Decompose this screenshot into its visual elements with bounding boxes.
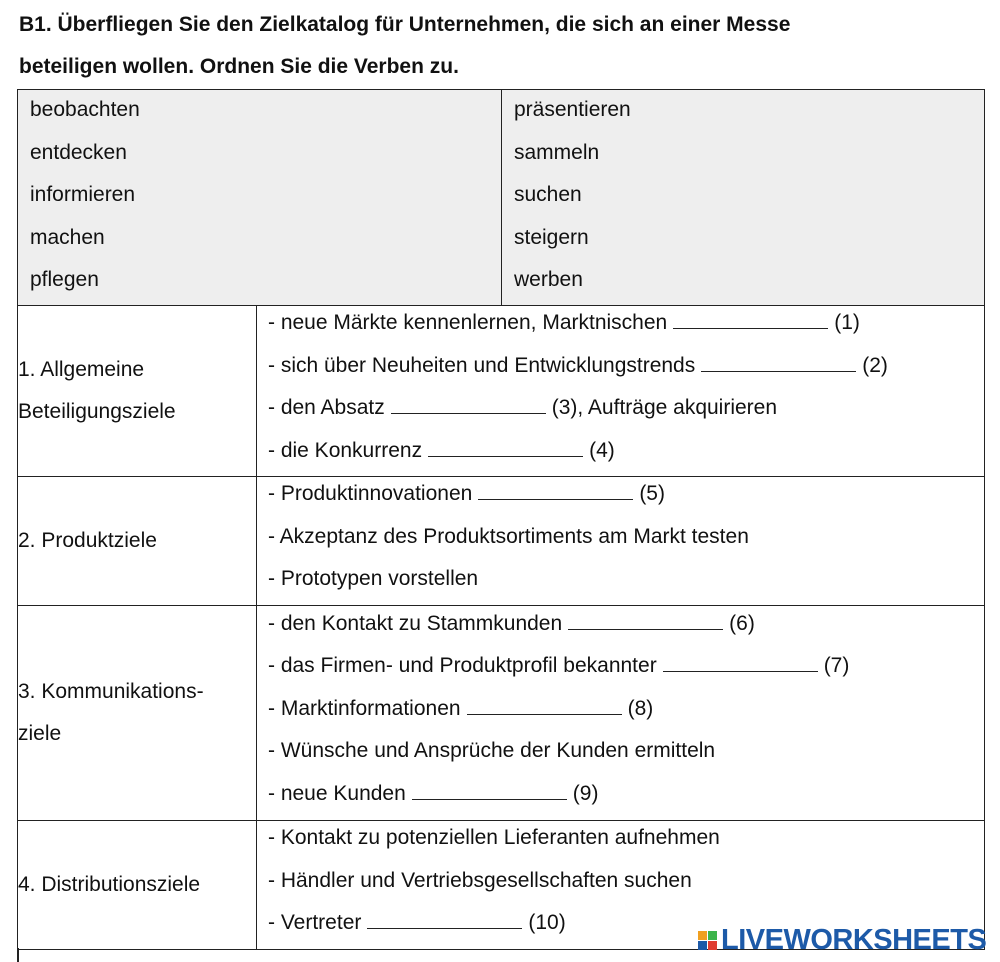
goal-row <box>18 306 985 477</box>
verb-item: informieren <box>30 183 136 207</box>
goal-number: (10) <box>528 911 566 934</box>
title-line-2: beteiligen wollen. Ordnen Sie die Verben zu. <box>19 55 459 78</box>
goal-item <box>268 349 984 392</box>
verb-item: pflegen <box>30 268 99 292</box>
goal-catalog-table <box>17 89 985 950</box>
goal-items-cell <box>257 477 985 606</box>
answer-blank[interactable] <box>478 481 633 500</box>
goal-text: - den Kontakt zu Stammkunden <box>268 611 563 635</box>
goal-category: 2. Produktziele <box>18 477 257 606</box>
goal-number: (5) <box>639 482 665 506</box>
goal-text: - das Firmen- und Produktprofil bekannter <box>268 654 657 678</box>
verb-item: steigern <box>514 225 589 249</box>
logo-square <box>698 941 707 950</box>
goal-text: - Prototypen vorstellen <box>268 567 479 591</box>
goal-category <box>18 606 257 821</box>
verb-item: suchen <box>514 183 582 207</box>
goal-number: (8) <box>627 696 654 720</box>
answer-blank[interactable] <box>663 653 818 672</box>
answer-blank[interactable] <box>568 611 723 630</box>
page-edge-line <box>17 948 19 962</box>
verb-item: beobachten <box>30 98 140 122</box>
goal-number: (4) <box>589 438 615 462</box>
goal-number: (6) <box>729 611 755 635</box>
logo-square <box>708 931 717 940</box>
goal-item <box>268 306 984 349</box>
goal-items-cell <box>257 306 985 477</box>
goal-text: - Produktinnovationen <box>268 482 473 506</box>
goal-item <box>268 434 984 477</box>
verb-item: präsentieren <box>514 98 631 122</box>
verb-bank-right <box>502 90 985 306</box>
answer-blank[interactable] <box>428 438 583 457</box>
goal-text: - Kontakt zu potenziellen Lieferanten aufnehmen <box>268 826 720 849</box>
goal-number: (7) <box>823 654 850 678</box>
answer-blank[interactable] <box>701 353 856 372</box>
goal-item <box>268 477 984 520</box>
goal-text: - Akzeptanz des Produktsortiments am Markt testen <box>268 524 749 548</box>
goal-row <box>18 606 985 821</box>
goal-item <box>268 864 984 907</box>
answer-blank[interactable] <box>412 781 567 800</box>
verb-item: werben <box>514 268 583 292</box>
goal-item <box>268 777 984 820</box>
goal-item <box>268 562 984 605</box>
goal-item <box>268 649 984 692</box>
logo-mark-icon <box>698 931 717 950</box>
logo-square <box>708 941 717 950</box>
goal-text: - Händler und Vertriebsgesellschaften suchen <box>268 868 692 892</box>
goal-text: - neue Kunden <box>268 781 406 805</box>
goal-list <box>257 607 984 820</box>
goal-text: - Vertreter <box>268 911 362 934</box>
answer-blank[interactable] <box>391 395 546 414</box>
goal-item <box>268 821 984 864</box>
logo-square <box>698 931 707 940</box>
liveworksheets-logo <box>698 924 986 957</box>
goal-row <box>18 477 985 606</box>
goal-item <box>268 734 984 777</box>
goal-text: - sich über Neuheiten und Entwicklungstrends <box>268 353 696 377</box>
verb-bank-left <box>18 90 502 306</box>
verb-list-left <box>18 91 501 304</box>
goal-item <box>268 391 984 434</box>
verb-bank-row <box>18 90 985 306</box>
exercise-title <box>19 4 971 88</box>
goal-category: 1. Allgemeine Beteiligungsziele <box>18 306 257 477</box>
goal-text: - neue Märkte kennenlernen, Marktnischen <box>268 311 668 334</box>
verb-item: sammeln <box>514 140 600 164</box>
title-line-1: B1. Überfliegen Sie den Zielkatalog für Unternehmen, die sich an einer Messe <box>19 13 791 36</box>
goal-text: - Marktinformationen <box>268 696 461 720</box>
answer-blank[interactable] <box>467 696 622 715</box>
verb-item: machen <box>30 225 105 249</box>
goal-list <box>257 477 984 605</box>
goal-number: (9) <box>572 781 599 805</box>
goal-text: - den Absatz <box>268 396 385 419</box>
goal-item <box>268 692 984 735</box>
verb-item: entdecken <box>30 140 127 164</box>
goal-number: (1) <box>834 311 860 334</box>
verb-list-right <box>502 91 984 304</box>
goal-number: (2) <box>862 353 888 377</box>
goal-items-cell <box>257 606 985 821</box>
logo-text: LIVEWORKSHEETS <box>721 924 987 956</box>
goal-text: - Wünsche und Ansprüche der Kunden ermitteln <box>268 739 716 763</box>
answer-blank[interactable] <box>673 310 828 329</box>
goal-category: 4. Distributionsziele <box>18 821 257 950</box>
goal-text: - die Konkurrenz <box>268 438 423 462</box>
answer-blank[interactable] <box>367 910 522 929</box>
goal-number: (3), Aufträge akquirieren <box>551 396 778 419</box>
goal-item <box>268 607 984 650</box>
goal-list <box>257 306 984 476</box>
category-part: 3. Kommunikations- ziele <box>18 680 204 745</box>
goal-item <box>268 520 984 563</box>
